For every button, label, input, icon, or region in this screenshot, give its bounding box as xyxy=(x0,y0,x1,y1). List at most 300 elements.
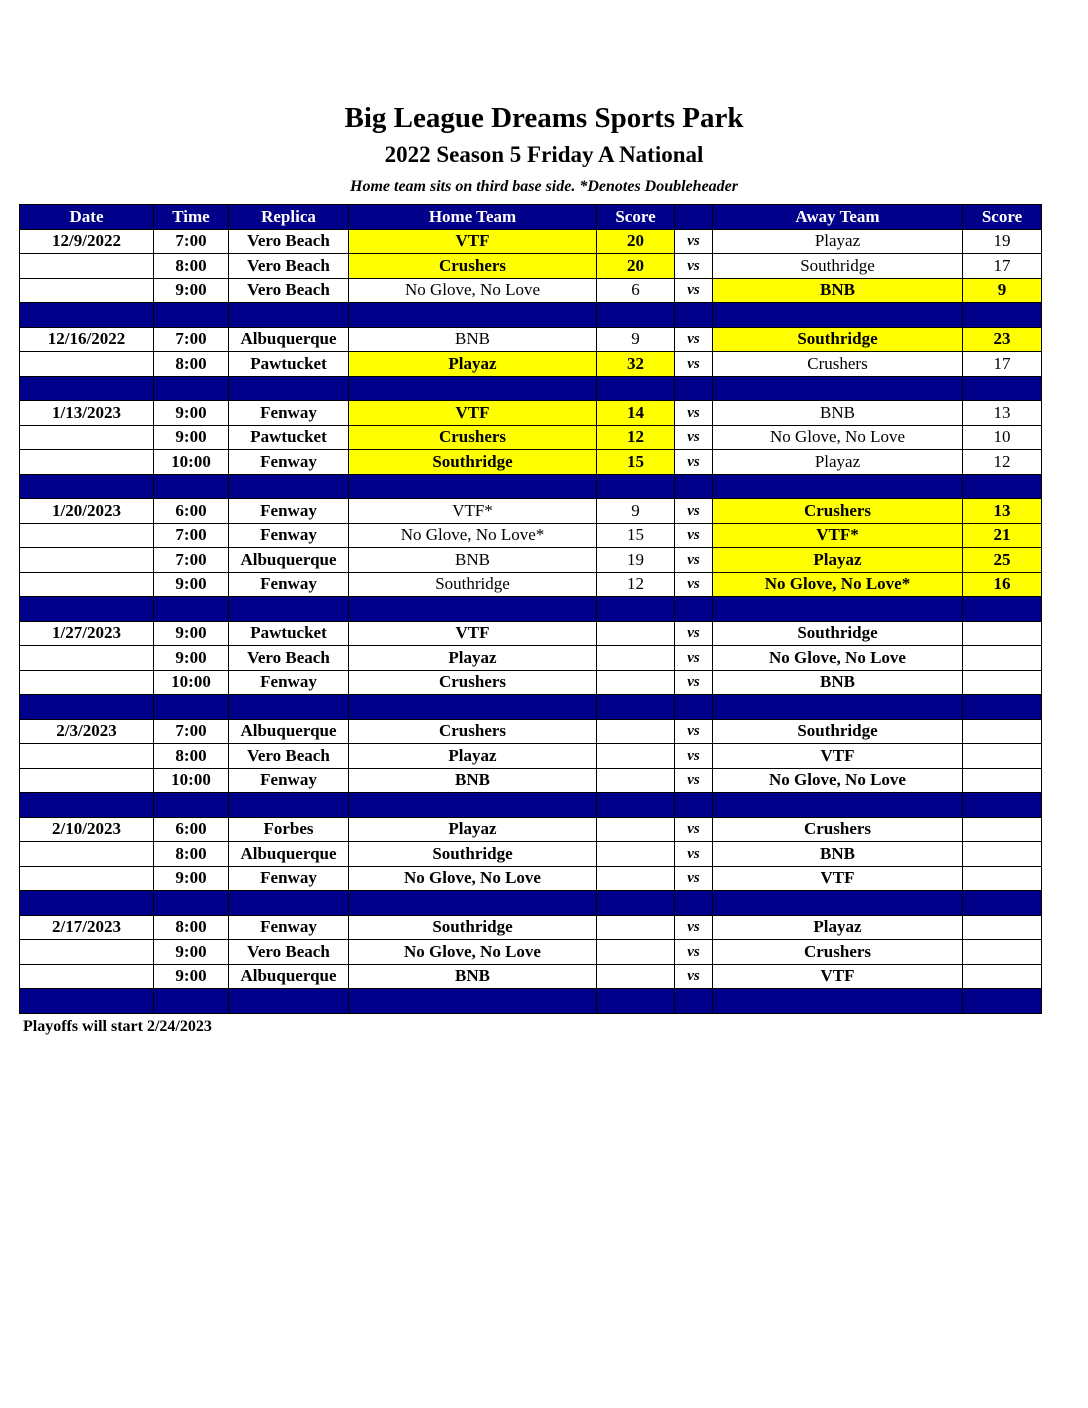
cell-time: 9:00 xyxy=(154,621,229,646)
table-row xyxy=(20,425,1042,450)
cell-home-score: 12 xyxy=(597,572,675,597)
separator-cell xyxy=(20,793,154,818)
separator-cell xyxy=(675,376,713,401)
table-row xyxy=(20,842,1042,867)
separator-cell xyxy=(154,303,229,328)
cell-home-team: Crushers xyxy=(349,425,597,450)
cell-home-score xyxy=(597,964,675,989)
cell-home-score xyxy=(597,646,675,671)
table-row xyxy=(20,719,1042,744)
cell-away-score xyxy=(963,744,1042,769)
separator-cell xyxy=(229,695,349,720)
page-subtitle: 2022 Season 5 Friday A National xyxy=(384,142,704,167)
cell-time: 8:00 xyxy=(154,915,229,940)
separator-row xyxy=(20,989,1042,1014)
cell-home-score xyxy=(597,719,675,744)
cell-home-team: No Glove, No Love* xyxy=(349,523,597,548)
separator-cell xyxy=(713,793,963,818)
cell-date: 12/16/2022 xyxy=(20,327,154,352)
cell-date xyxy=(20,523,154,548)
cell-time: 9:00 xyxy=(154,401,229,426)
cell-vs: vs xyxy=(675,866,713,891)
cell-home-team: Crushers xyxy=(349,670,597,695)
cell-replica: Forbes xyxy=(229,817,349,842)
separator-cell xyxy=(597,474,675,499)
cell-home-score: 12 xyxy=(597,425,675,450)
cell-replica: Fenway xyxy=(229,401,349,426)
separator-cell xyxy=(597,597,675,622)
cell-home-score: 32 xyxy=(597,352,675,377)
separator-row xyxy=(20,303,1042,328)
cell-home-team: VTF xyxy=(349,621,597,646)
cell-away-team: Southridge xyxy=(713,621,963,646)
cell-date xyxy=(20,768,154,793)
schedule-note: Home team sits on third base side. *Denotes Doubleheader xyxy=(350,178,738,195)
cell-away-team: VTF xyxy=(713,744,963,769)
cell-date: 12/9/2022 xyxy=(20,229,154,254)
separator-cell xyxy=(349,989,597,1014)
cell-home-team: VTF* xyxy=(349,499,597,524)
cell-home-team: Playaz xyxy=(349,744,597,769)
separator-cell xyxy=(675,891,713,916)
cell-vs: vs xyxy=(675,964,713,989)
cell-away-team: Southridge xyxy=(713,254,963,279)
cell-away-score xyxy=(963,817,1042,842)
cell-replica: Vero Beach xyxy=(229,646,349,671)
separator-cell xyxy=(229,793,349,818)
cell-time: 7:00 xyxy=(154,327,229,352)
separator-cell xyxy=(963,376,1042,401)
cell-home-team: Crushers xyxy=(349,254,597,279)
cell-home-team: VTF xyxy=(349,229,597,254)
cell-away-team: Crushers xyxy=(713,817,963,842)
cell-time: 9:00 xyxy=(154,646,229,671)
cell-home-score: 14 xyxy=(597,401,675,426)
separator-cell xyxy=(963,303,1042,328)
separator-cell xyxy=(349,793,597,818)
cell-vs: vs xyxy=(675,915,713,940)
separator-cell xyxy=(963,597,1042,622)
cell-date xyxy=(20,964,154,989)
cell-replica: Fenway xyxy=(229,670,349,695)
separator-cell xyxy=(349,474,597,499)
cell-vs: vs xyxy=(675,548,713,573)
cell-home-score xyxy=(597,621,675,646)
cell-date xyxy=(20,940,154,965)
separator-cell xyxy=(675,793,713,818)
separator-row xyxy=(20,376,1042,401)
cell-vs: vs xyxy=(675,229,713,254)
cell-away-score xyxy=(963,964,1042,989)
cell-date xyxy=(20,548,154,573)
cell-vs: vs xyxy=(675,817,713,842)
separator-cell xyxy=(154,376,229,401)
separator-cell xyxy=(20,989,154,1014)
cell-date xyxy=(20,744,154,769)
cell-home-score xyxy=(597,744,675,769)
cell-time: 7:00 xyxy=(154,548,229,573)
separator-cell xyxy=(229,303,349,328)
playoffs-note: Playoffs will start 2/24/2023 xyxy=(23,1018,212,1035)
cell-away-team: No Glove, No Love xyxy=(713,425,963,450)
table-row xyxy=(20,646,1042,671)
cell-vs: vs xyxy=(675,254,713,279)
table-row xyxy=(20,229,1042,254)
cell-vs: vs xyxy=(675,842,713,867)
cell-home-team: Playaz xyxy=(349,646,597,671)
separator-cell xyxy=(20,891,154,916)
cell-home-team: BNB xyxy=(349,548,597,573)
cell-away-team: BNB xyxy=(713,670,963,695)
separator-cell xyxy=(154,989,229,1014)
table-row xyxy=(20,450,1042,475)
cell-vs: vs xyxy=(675,744,713,769)
cell-date: 1/13/2023 xyxy=(20,401,154,426)
cell-away-team: Crushers xyxy=(713,499,963,524)
separator-cell xyxy=(349,376,597,401)
separator-cell xyxy=(597,376,675,401)
cell-time: 10:00 xyxy=(154,670,229,695)
cell-home-score: 20 xyxy=(597,229,675,254)
cell-home-team: No Glove, No Love xyxy=(349,940,597,965)
separator-row xyxy=(20,597,1042,622)
cell-home-score xyxy=(597,670,675,695)
cell-home-team: Southridge xyxy=(349,572,597,597)
cell-time: 10:00 xyxy=(154,768,229,793)
cell-replica: Fenway xyxy=(229,866,349,891)
cell-replica: Albuquerque xyxy=(229,719,349,744)
separator-cell xyxy=(20,474,154,499)
cell-home-team: BNB xyxy=(349,768,597,793)
table-row xyxy=(20,621,1042,646)
table-row xyxy=(20,352,1042,377)
cell-replica: Vero Beach xyxy=(229,940,349,965)
separator-cell xyxy=(154,597,229,622)
separator-cell xyxy=(229,376,349,401)
cell-away-score: 10 xyxy=(963,425,1042,450)
cell-time: 9:00 xyxy=(154,278,229,303)
cell-time: 6:00 xyxy=(154,817,229,842)
cell-away-score: 12 xyxy=(963,450,1042,475)
separator-cell xyxy=(963,793,1042,818)
cell-time: 7:00 xyxy=(154,719,229,744)
cell-replica: Pawtucket xyxy=(229,621,349,646)
cell-date: 2/10/2023 xyxy=(20,817,154,842)
cell-home-score: 20 xyxy=(597,254,675,279)
cell-time: 9:00 xyxy=(154,572,229,597)
cell-home-score: 9 xyxy=(597,327,675,352)
cell-date xyxy=(20,450,154,475)
cell-away-score: 16 xyxy=(963,572,1042,597)
cell-home-score xyxy=(597,915,675,940)
column-header-away-score: Score xyxy=(963,205,1042,230)
cell-away-team: VTF xyxy=(713,964,963,989)
cell-away-team: Playaz xyxy=(713,548,963,573)
cell-replica: Albuquerque xyxy=(229,964,349,989)
table-row xyxy=(20,523,1042,548)
cell-home-team: Playaz xyxy=(349,352,597,377)
separator-cell xyxy=(597,695,675,720)
cell-vs: vs xyxy=(675,278,713,303)
cell-away-score xyxy=(963,719,1042,744)
cell-time: 9:00 xyxy=(154,425,229,450)
cell-vs: vs xyxy=(675,401,713,426)
table-row xyxy=(20,964,1042,989)
cell-away-score: 21 xyxy=(963,523,1042,548)
cell-away-score xyxy=(963,842,1042,867)
separator-cell xyxy=(20,303,154,328)
cell-away-score xyxy=(963,768,1042,793)
schedule-body xyxy=(20,229,1042,1013)
cell-replica: Vero Beach xyxy=(229,254,349,279)
table-row xyxy=(20,572,1042,597)
column-header-home-score: Score xyxy=(597,205,675,230)
separator-cell xyxy=(963,891,1042,916)
cell-away-score xyxy=(963,670,1042,695)
cell-vs: vs xyxy=(675,572,713,597)
cell-replica: Pawtucket xyxy=(229,352,349,377)
cell-date xyxy=(20,646,154,671)
column-header-time: Time xyxy=(154,205,229,230)
cell-time: 8:00 xyxy=(154,352,229,377)
cell-away-team: No Glove, No Love* xyxy=(713,572,963,597)
schedule-table xyxy=(19,204,1042,1014)
separator-cell xyxy=(597,793,675,818)
separator-row xyxy=(20,695,1042,720)
cell-replica: Albuquerque xyxy=(229,842,349,867)
cell-home-team: Playaz xyxy=(349,817,597,842)
cell-away-team: Southridge xyxy=(713,327,963,352)
cell-away-score xyxy=(963,940,1042,965)
separator-row xyxy=(20,474,1042,499)
cell-home-team: VTF xyxy=(349,401,597,426)
column-header-home-team: Home Team xyxy=(349,205,597,230)
separator-cell xyxy=(675,474,713,499)
cell-home-score xyxy=(597,940,675,965)
cell-home-score xyxy=(597,842,675,867)
cell-away-score xyxy=(963,866,1042,891)
cell-away-score xyxy=(963,621,1042,646)
cell-home-team: Southridge xyxy=(349,842,597,867)
cell-vs: vs xyxy=(675,719,713,744)
separator-cell xyxy=(349,891,597,916)
cell-vs: vs xyxy=(675,646,713,671)
table-header-row xyxy=(20,205,1042,230)
cell-away-team: VTF* xyxy=(713,523,963,548)
separator-cell xyxy=(349,695,597,720)
cell-time: 8:00 xyxy=(154,842,229,867)
cell-away-team: Playaz xyxy=(713,450,963,475)
cell-date: 2/3/2023 xyxy=(20,719,154,744)
cell-away-score xyxy=(963,915,1042,940)
cell-replica: Pawtucket xyxy=(229,425,349,450)
cell-vs: vs xyxy=(675,670,713,695)
separator-cell xyxy=(713,376,963,401)
cell-replica: Fenway xyxy=(229,450,349,475)
separator-cell xyxy=(713,989,963,1014)
cell-time: 9:00 xyxy=(154,964,229,989)
cell-home-score xyxy=(597,866,675,891)
separator-cell xyxy=(154,793,229,818)
cell-date xyxy=(20,572,154,597)
separator-cell xyxy=(713,891,963,916)
table-row xyxy=(20,866,1042,891)
cell-replica: Albuquerque xyxy=(229,327,349,352)
cell-vs: vs xyxy=(675,450,713,475)
table-row xyxy=(20,817,1042,842)
cell-home-team: BNB xyxy=(349,964,597,989)
separator-cell xyxy=(20,376,154,401)
cell-away-score: 25 xyxy=(963,548,1042,573)
cell-away-team: Playaz xyxy=(713,229,963,254)
cell-away-team: Playaz xyxy=(713,915,963,940)
cell-away-score: 17 xyxy=(963,352,1042,377)
separator-cell xyxy=(229,597,349,622)
cell-home-team: Southridge xyxy=(349,450,597,475)
column-header-vs xyxy=(675,205,713,230)
cell-time: 8:00 xyxy=(154,254,229,279)
separator-cell xyxy=(229,891,349,916)
cell-date xyxy=(20,842,154,867)
cell-away-score: 13 xyxy=(963,499,1042,524)
separator-cell xyxy=(349,597,597,622)
separator-row xyxy=(20,891,1042,916)
table-row xyxy=(20,915,1042,940)
cell-away-team: Crushers xyxy=(713,940,963,965)
cell-time: 7:00 xyxy=(154,523,229,548)
cell-replica: Albuquerque xyxy=(229,548,349,573)
separator-cell xyxy=(229,989,349,1014)
table-row xyxy=(20,940,1042,965)
cell-time: 8:00 xyxy=(154,744,229,769)
cell-away-team: VTF xyxy=(713,866,963,891)
separator-row xyxy=(20,793,1042,818)
cell-away-score: 17 xyxy=(963,254,1042,279)
cell-replica: Fenway xyxy=(229,499,349,524)
cell-away-team: BNB xyxy=(713,842,963,867)
cell-vs: vs xyxy=(675,940,713,965)
table-row xyxy=(20,744,1042,769)
column-header-away-team: Away Team xyxy=(713,205,963,230)
cell-home-score xyxy=(597,768,675,793)
separator-cell xyxy=(713,303,963,328)
cell-home-score: 9 xyxy=(597,499,675,524)
cell-date xyxy=(20,425,154,450)
separator-cell xyxy=(154,474,229,499)
cell-home-score: 19 xyxy=(597,548,675,573)
separator-cell xyxy=(154,695,229,720)
cell-vs: vs xyxy=(675,523,713,548)
cell-date: 2/17/2023 xyxy=(20,915,154,940)
table-row xyxy=(20,278,1042,303)
cell-away-score: 9 xyxy=(963,278,1042,303)
table-row xyxy=(20,670,1042,695)
separator-cell xyxy=(349,303,597,328)
cell-away-score: 13 xyxy=(963,401,1042,426)
cell-replica: Fenway xyxy=(229,915,349,940)
cell-date xyxy=(20,670,154,695)
cell-away-score: 23 xyxy=(963,327,1042,352)
cell-home-team: No Glove, No Love xyxy=(349,278,597,303)
page-title: Big League Dreams Sports Park xyxy=(344,102,744,134)
cell-vs: vs xyxy=(675,621,713,646)
cell-home-score: 15 xyxy=(597,523,675,548)
cell-away-team: BNB xyxy=(713,278,963,303)
cell-away-team: BNB xyxy=(713,401,963,426)
separator-cell xyxy=(20,695,154,720)
separator-cell xyxy=(675,597,713,622)
separator-cell xyxy=(675,695,713,720)
cell-date xyxy=(20,866,154,891)
separator-cell xyxy=(597,989,675,1014)
cell-date: 1/27/2023 xyxy=(20,621,154,646)
cell-vs: vs xyxy=(675,425,713,450)
separator-cell xyxy=(713,474,963,499)
separator-cell xyxy=(229,474,349,499)
cell-vs: vs xyxy=(675,327,713,352)
cell-vs: vs xyxy=(675,768,713,793)
cell-away-team: No Glove, No Love xyxy=(713,768,963,793)
cell-home-team: BNB xyxy=(349,327,597,352)
separator-cell xyxy=(963,474,1042,499)
cell-date xyxy=(20,278,154,303)
separator-cell xyxy=(963,695,1042,720)
separator-cell xyxy=(597,891,675,916)
table-row xyxy=(20,548,1042,573)
cell-replica: Fenway xyxy=(229,768,349,793)
cell-date: 1/20/2023 xyxy=(20,499,154,524)
table-row xyxy=(20,401,1042,426)
cell-away-team: Crushers xyxy=(713,352,963,377)
table-row xyxy=(20,254,1042,279)
separator-cell xyxy=(713,695,963,720)
separator-cell xyxy=(597,303,675,328)
cell-time: 10:00 xyxy=(154,450,229,475)
cell-home-team: Crushers xyxy=(349,719,597,744)
separator-cell xyxy=(713,597,963,622)
cell-away-team: No Glove, No Love xyxy=(713,646,963,671)
cell-date xyxy=(20,254,154,279)
cell-replica: Vero Beach xyxy=(229,744,349,769)
cell-home-score: 15 xyxy=(597,450,675,475)
separator-cell xyxy=(963,989,1042,1014)
table-row xyxy=(20,768,1042,793)
column-header-replica: Replica xyxy=(229,205,349,230)
cell-home-team: No Glove, No Love xyxy=(349,866,597,891)
cell-time: 9:00 xyxy=(154,940,229,965)
table-row xyxy=(20,327,1042,352)
cell-vs: vs xyxy=(675,499,713,524)
cell-home-score xyxy=(597,817,675,842)
cell-home-score: 6 xyxy=(597,278,675,303)
cell-away-score xyxy=(963,646,1042,671)
separator-cell xyxy=(675,303,713,328)
cell-away-score: 19 xyxy=(963,229,1042,254)
cell-time: 7:00 xyxy=(154,229,229,254)
cell-away-team: Southridge xyxy=(713,719,963,744)
cell-date xyxy=(20,352,154,377)
cell-time: 6:00 xyxy=(154,499,229,524)
separator-cell xyxy=(675,989,713,1014)
separator-cell xyxy=(20,597,154,622)
cell-replica: Vero Beach xyxy=(229,278,349,303)
cell-time: 9:00 xyxy=(154,866,229,891)
cell-replica: Fenway xyxy=(229,572,349,597)
cell-replica: Vero Beach xyxy=(229,229,349,254)
table-row xyxy=(20,499,1042,524)
cell-vs: vs xyxy=(675,352,713,377)
cell-replica: Fenway xyxy=(229,523,349,548)
